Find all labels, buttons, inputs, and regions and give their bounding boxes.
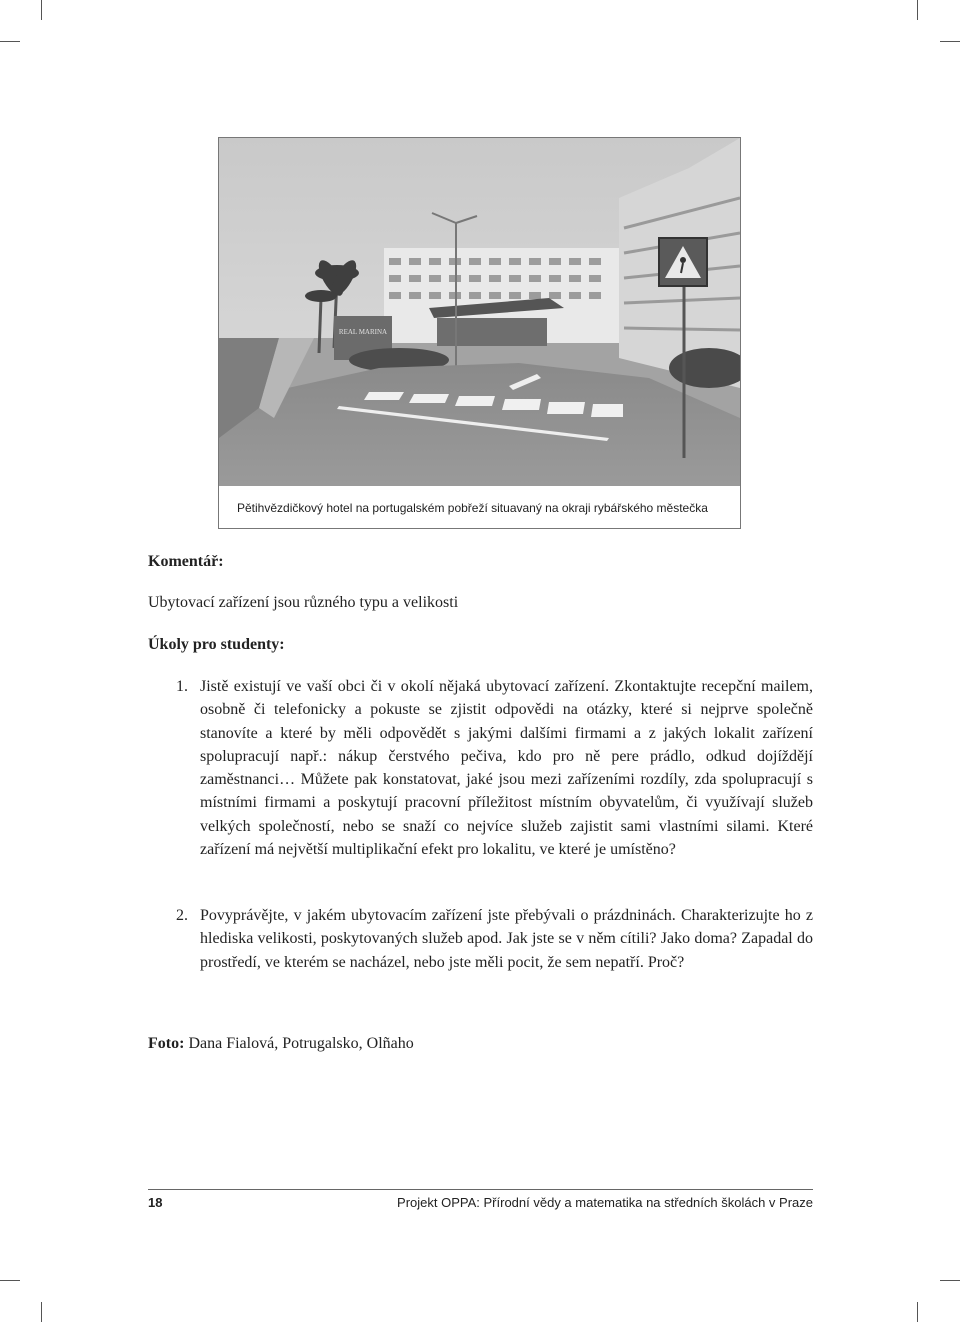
crop-mark [917, 0, 918, 20]
crop-mark [940, 41, 960, 42]
photo-credit-label: Foto: [148, 1035, 185, 1052]
photo-credit [148, 1035, 414, 1053]
task-number: 1. [176, 678, 188, 695]
crop-mark [917, 1302, 918, 1322]
comment-text: Ubytovací zařízení jsou různého typu a velikosti [148, 594, 459, 611]
crop-mark [940, 1280, 960, 1281]
crop-mark [0, 41, 20, 42]
page-number: 18 [148, 1195, 163, 1210]
crop-mark [0, 1280, 20, 1281]
footer-title: Projekt OPPA: Přírodní vědy a matematika na středních školách v Praze [397, 1195, 813, 1210]
hotel-sign-text: REAL MARINA [338, 328, 388, 336]
task-item [176, 904, 813, 974]
task-item [176, 675, 813, 861]
comment-heading: Komentář: [148, 553, 224, 570]
task-text: Povyprávějte, v jakém ubytovacím zařízení jste přebývali o prázdninách. Charakterizujte ho z hlediska velikosti, poskytovaných služeb apod. Jak jste se v něm cítili? Jako doma? Zapadal do prostředí, ve kterém se nacházel, nebo jste měli pocit, že sem nepatří. Proč? [200, 907, 813, 971]
hotel-photo [219, 138, 740, 486]
task-number: 2. [176, 907, 188, 924]
task-text: Jistě existují ve vaší obci či v okolí nějaká ubytovací zařízení. Zkontaktujte recepční mailem, osobně či telefonicky a pokuste se zjistit odpovědi na otázky, které si nejprve společně stanovíte a které by měli odpovědět s jakými dalšími firmami a z jakých lokalit zařízení spolupracují např.: nákup čerstvého pečiva, kdo pro ně pere prádlo, odkud dojíždějí zaměstnanci… Můžete pak konstatovat, jaké jsou mezi zařízeními rozdíly, zda spolupracují s místními firmami a poskytují pracovní příležitost místním obyvatelům, či využívají služeb velkých společností, nebo se snaží co nejvíce služeb zajistit sami vlastními silami. Které zařízení má největší multiplikační efekt pro lokalitu, ve které je umístěno? [200, 678, 813, 859]
footer-divider [148, 1189, 813, 1190]
photo-caption: Pětihvězdičkový hotel na portugalském pobřeží situavaný na okraji rybářského městečka [237, 501, 708, 515]
crop-mark [41, 0, 42, 20]
tasks-heading: Úkoly pro studenty: [148, 636, 285, 653]
photo-figure [218, 137, 741, 529]
crop-mark [41, 1302, 42, 1322]
photo-credit-text: Dana Fialová, Potrugalsko, Olñaho [188, 1035, 414, 1052]
